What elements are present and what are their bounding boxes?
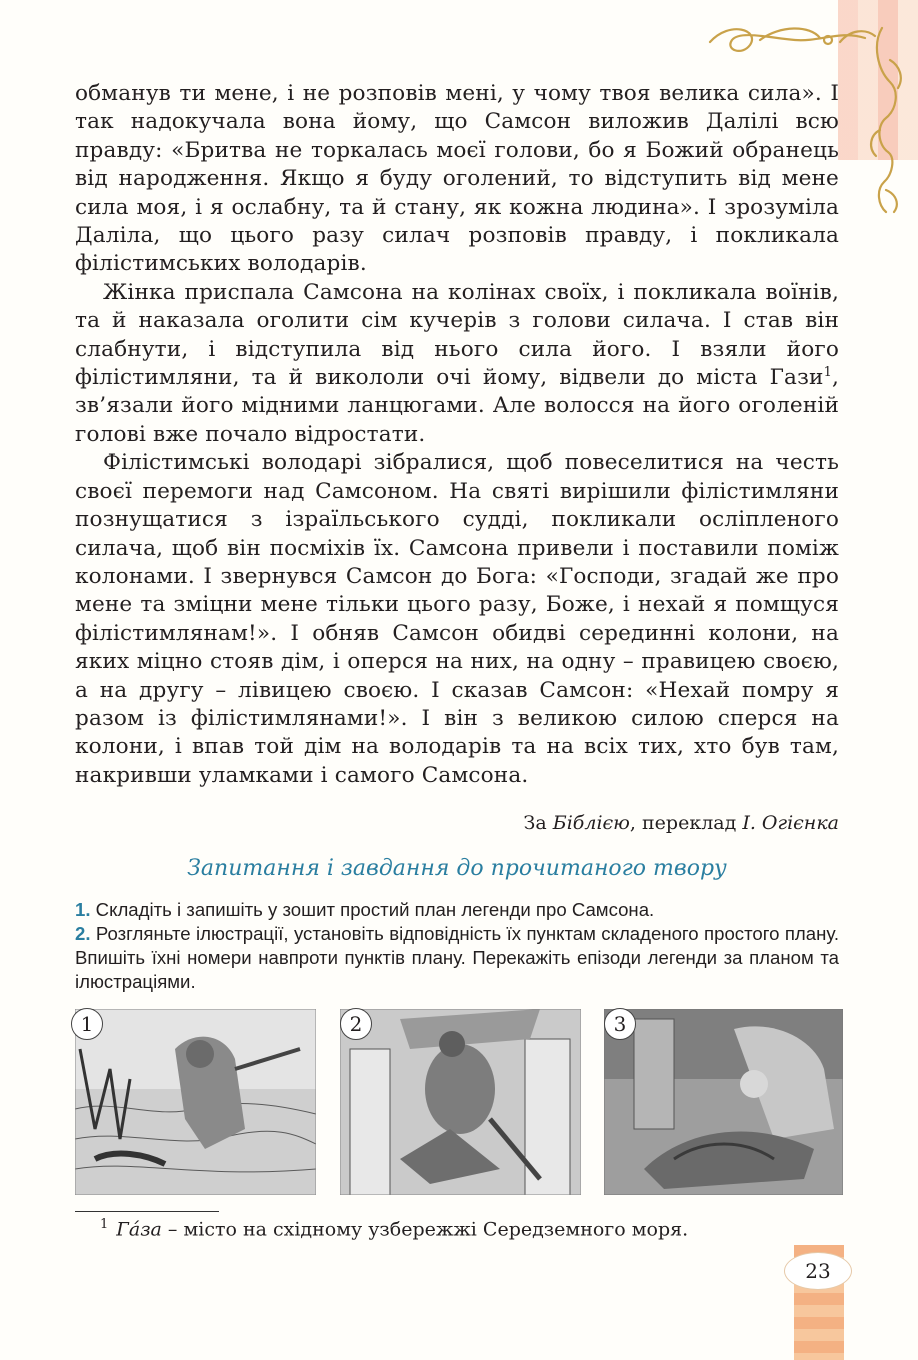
paragraph-2-part-1: Жінка приспала Самсона на колінах своїх, і покликала воїнів, та й наказала оголити сім кучерів з голови силача. І став він слабнути, і відступила від нього сила його. І взяли його філістимляни, та й викололи очі йому, відвели до міста Гази <box>75 279 839 391</box>
illustration-number-badge: 1 <box>71 1008 103 1040</box>
task-number: 2. <box>75 923 91 944</box>
source-middle: , переклад <box>629 812 743 834</box>
source-prefix: За <box>523 812 553 834</box>
illustration-3 <box>604 1009 843 1195</box>
task-text: Складіть і запишіть у зошит простий план легенди про Самсона. <box>90 899 655 920</box>
illustration-number-badge: 2 <box>340 1008 372 1040</box>
footnote-text: – місто на східному узбережжі Середземного моря. <box>161 1218 689 1241</box>
paragraph-3: Філістимські володарі зібралися, щоб повеселитися на честь своєї перемоги над Самсоном. На святі вирішили філістимляни познущатися з ізраїльського судді, покликали осліпленого силача, щоб він посміхів їх. Самсона привели і поставили поміж колонами. І звернувся Самсон до Бога: «Господи, згадай же про мене та зміцни мене тільки цього разу, Боже, і нехай я помщуся філістимлянам!». І обняв Самсон обидві серединні колони, на яких міцно стояв дім, і оперся на них, на одну – правицею своєю, а на другу – лівицею своєю. І сказав Самсон: «Нехай помру я разом із філістимлянами!». І він з великою силою сперся на колони, і впав той дім на володарів та на всіх тих, хто був там, накривши уламками і самого Самсона. <box>75 450 839 788</box>
task-list <box>75 898 839 994</box>
source-book: Біблією <box>552 812 630 834</box>
source-translator: І. Огієнка <box>742 812 839 834</box>
task-number: 1. <box>75 899 91 920</box>
illustration-2 <box>340 1009 581 1195</box>
illustration-1 <box>75 1009 316 1195</box>
footnote-term: Га́за <box>116 1218 162 1241</box>
engraving-samson-fox-image <box>75 1009 316 1195</box>
footnote-reference[interactable]: 1 <box>823 364 832 380</box>
paragraph-2-part-2: , зв’язали його мідними ланцюгами. Але волосся на його оголеній голові вже почало відростати. <box>75 365 839 447</box>
paragraph-2 <box>75 279 839 449</box>
story-text <box>75 80 839 790</box>
footnote-marker: 1 <box>100 1217 109 1232</box>
task-text: Розгляньте ілюстрації, установіть відповідність їх пунктам складеного простого плану. Впишіть їхні номери навпроти пунктів плану. Перекажіть епізоди легенди за планом та ілюстраціями. <box>75 923 839 992</box>
task-item <box>75 922 839 994</box>
footnote-divider <box>75 1211 219 1212</box>
engraving-samson-columns-image <box>340 1009 581 1195</box>
section-title: Запитання і завдання до прочитаного твору <box>187 856 727 881</box>
paragraph-1: обманув ти мене, і не розповів мені, у чому твоя велика сила». І так надокучала вона йому, що Самсон виложив Далілі всю правду: «Бритва не торкалась моєї голови, бо я Божий обранець від народження. Якщо я буду оголений, то відступить від мене сила моя, і я ослабну, та й стану, як кожна людина». І зрозуміла Даліла, що цього разу силач розповів правду, і покликала філістимських володарів. <box>75 81 839 277</box>
illustration-number-badge: 3 <box>604 1008 636 1040</box>
engraving-samson-delilah-image <box>604 1009 843 1195</box>
task-item <box>75 898 839 922</box>
source-attribution <box>75 812 839 834</box>
footnote <box>100 1217 688 1240</box>
page-number: 23 <box>784 1252 852 1290</box>
